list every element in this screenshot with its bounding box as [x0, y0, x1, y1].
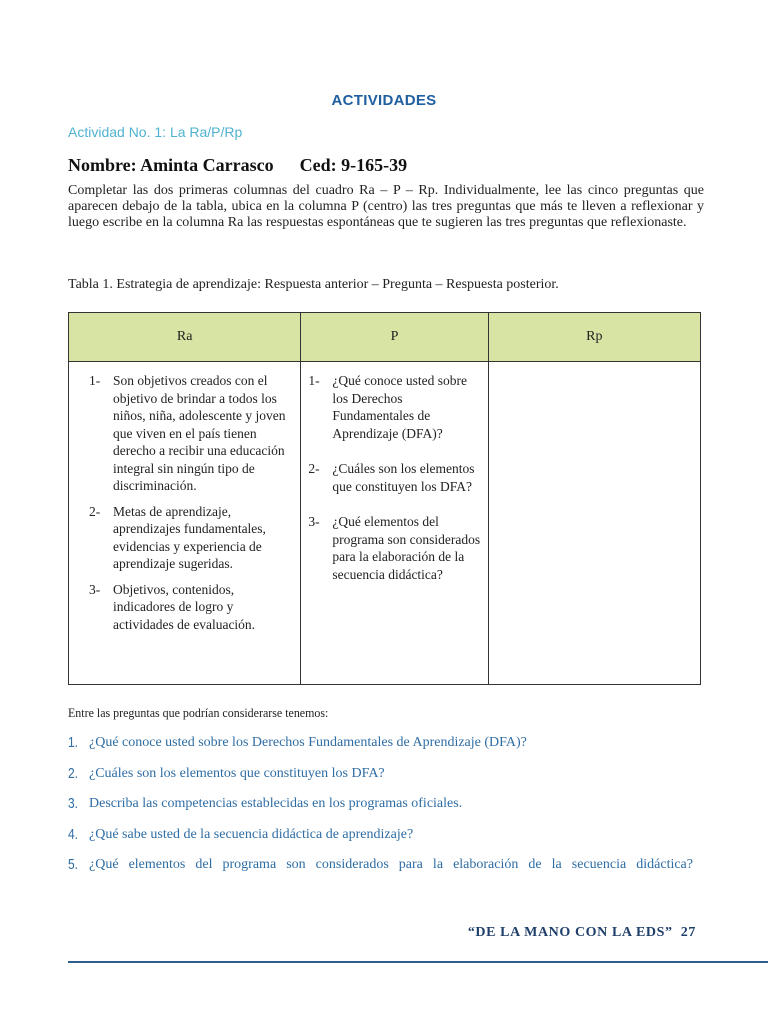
column-header-ra: Ra	[69, 313, 301, 362]
question-item	[68, 825, 693, 856]
item-text: Objetivos, contenidos, indicadores de logro y actividades de evaluación.	[113, 581, 256, 632]
activity-title: Actividad No. 1: La Ra/P/Rp	[68, 124, 243, 140]
p-question-item	[301, 372, 487, 442]
item-text: ¿Qué conoce usted sobre los Derechos Fundamentales de Aprendizaje (DFA)?	[332, 373, 467, 441]
ra-answer-item	[69, 581, 300, 634]
student-id: Ced: 9-165-39	[299, 155, 408, 175]
question-text: ¿Cuáles son los elementos que constituyen los DFA?	[89, 765, 385, 781]
question-number: 3.	[68, 795, 79, 812]
ra-answer-item	[69, 372, 300, 495]
item-number: 3-	[308, 514, 320, 529]
p-question-item	[301, 513, 487, 583]
ra-cell	[69, 362, 301, 685]
question-text: ¿Qué elementos del programa son considerados para la elaboración de la secuencia didáctica?	[89, 857, 693, 872]
page-footer	[300, 925, 696, 941]
item-text: ¿Cuáles son los elementos que constituyen los DFA?	[332, 461, 475, 494]
rp-cell	[488, 362, 700, 685]
instructions-paragraph: Completar las dos primeras columnas del cuadro Ra – P – Rp. Individualmente, lee las cinco preguntas que aparecen debajo de la tabla, ubica en la columna P (centro) las tres preguntas que más te lleven a reflexionar y luego escribe en la columna Ra las respuestas espontáneas que te sugieren las tres preguntas que reflexionaste.	[68, 183, 704, 230]
item-number: 2-	[89, 503, 101, 519]
page-number: 27	[680, 925, 696, 940]
column-header-rp: Rp	[488, 313, 700, 362]
item-number: 2-	[308, 461, 320, 476]
page-heading: ACTIVIDADES	[331, 92, 437, 109]
student-info	[68, 155, 407, 176]
question-item	[68, 764, 693, 795]
item-text: ¿Qué elementos del programa son considerados para la elaboración de la secuencia didáctica?	[332, 514, 481, 582]
p-cell	[301, 362, 488, 685]
item-number: 1-	[89, 373, 101, 388]
footer-title: “DE LA MANO CON LA EDS”	[467, 925, 673, 940]
question-item	[68, 794, 693, 825]
column-header-p: P	[301, 313, 488, 362]
student-name: Nombre: Aminta Carrasco	[68, 155, 274, 175]
question-item	[68, 733, 693, 764]
question-number: 4.	[68, 825, 79, 843]
table-caption: Tabla 1. Estrategia de aprendizaje: Respuesta anterior – Pregunta – Respuesta posterior.	[68, 277, 559, 292]
question-text: Describa las competencias establecidas en los programas oficiales.	[89, 796, 463, 811]
question-item	[68, 855, 693, 886]
item-text: Metas de aprendizaje, aprendizajes fundamentales, evidencias y experiencia de aprendizaje sugeridas.	[113, 503, 266, 571]
item-text: Son objetivos creados con el objetivo de brindar a todos los niños, niña, adolescente y joven que viven en el país tienen derecho a recibir una educación integral sin ningún tipo de discriminación.	[113, 373, 286, 493]
question-number: 5.	[68, 856, 79, 873]
ra-answer-item	[69, 503, 300, 573]
questions-intro: Entre las preguntas que podrían considerarse tenemos:	[68, 705, 329, 720]
item-number: 1-	[308, 373, 320, 388]
footer-divider	[68, 961, 768, 963]
strategy-table	[68, 312, 701, 685]
question-text: ¿Qué conoce usted sobre los Derechos Fundamentales de Aprendizaje (DFA)?	[89, 735, 527, 750]
questions-list	[68, 733, 693, 886]
question-number: 1.	[68, 734, 79, 751]
question-number: 2.	[68, 764, 79, 782]
p-question-item	[301, 460, 487, 495]
question-text: ¿Qué sabe usted de la secuencia didáctica de aprendizaje?	[89, 826, 414, 842]
item-number: 3-	[89, 581, 101, 597]
